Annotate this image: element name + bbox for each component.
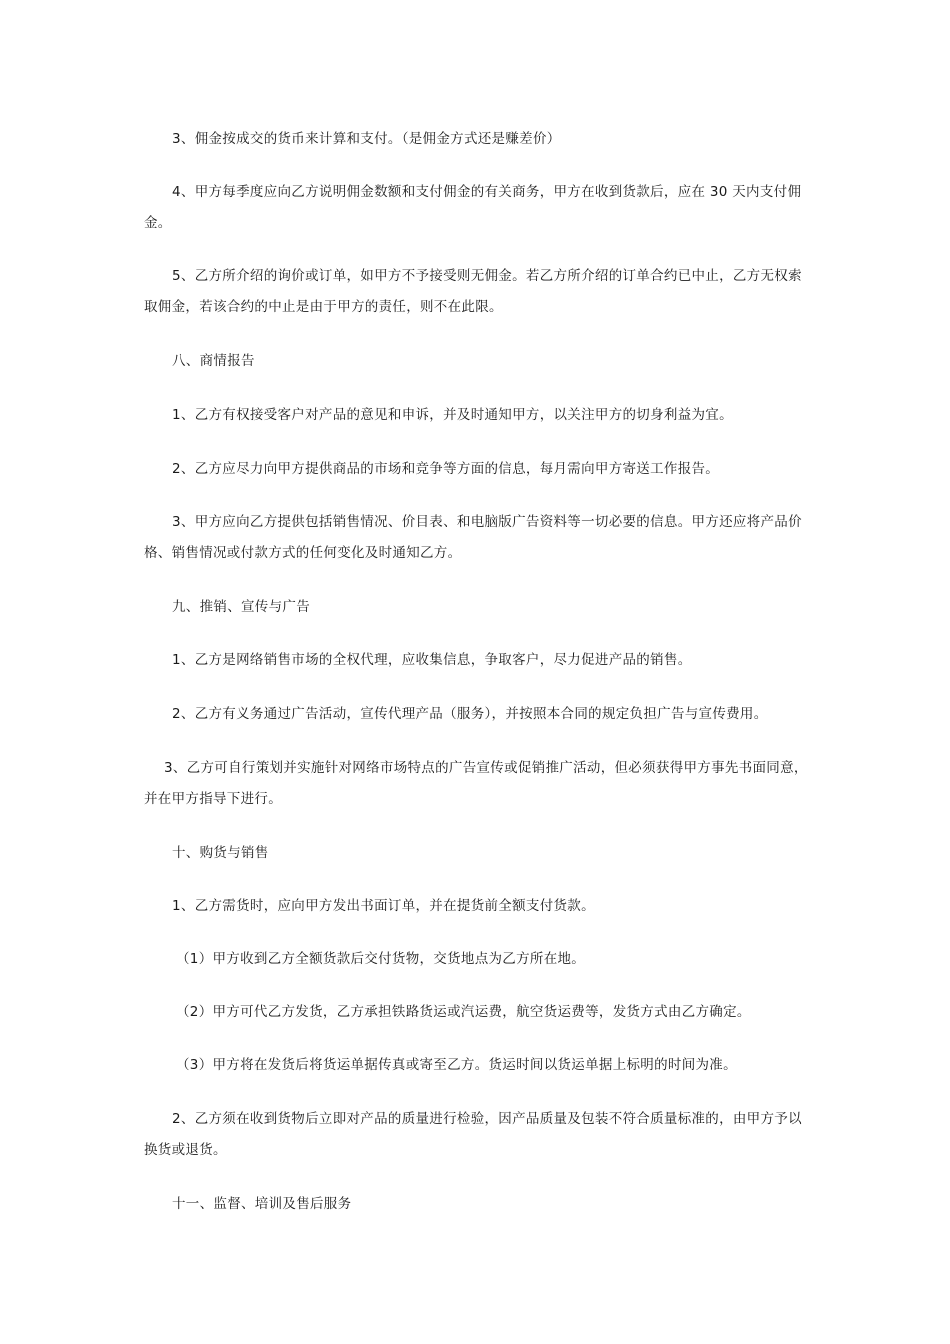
clause-10-1-item-3: （3）甲方将在发货后将货运单据传真或寄至乙方。货运时间以货运单据上标明的时间为准。 [176, 1057, 737, 1073]
clause-7-5: 5、乙方所介绍的询价或订单，如甲方不予接受则无佣金。若乙方所介绍的订单合约已中止，乙方无权索取佣金，若该合约的中止是由于甲方的责任，则不在此限。 [144, 268, 802, 315]
clause-10-1-item-1: （1）甲方收到乙方全额货款后交付货物，交货地点为乙方所在地。 [176, 951, 586, 967]
clause-7-4: 4、甲方每季度应向乙方说明佣金数额和支付佣金的有关商务，甲方在收到货款后，应在 30 天内支付佣金。 [144, 184, 802, 231]
clause-8-1: 1、乙方有权接受客户对产品的意见和申诉，并及时通知甲方，以关注甲方的切身利益为宜。 [172, 407, 733, 423]
section-heading-10: 十、购货与销售 [172, 845, 269, 861]
section-heading-8: 八、商情报告 [172, 353, 255, 369]
clause-9-1: 1、乙方是网络销售市场的全权代理，应收集信息，争取客户，尽力促进产品的销售。 [172, 652, 692, 668]
clause-10-1: 1、乙方需货时，应向甲方发出书面订单，并在提货前全额支付货款。 [172, 898, 595, 914]
clause-9-2: 2、乙方有义务通过广告活动，宣传代理产品（服务），并按照本合同的规定负担广告与宣传费用。 [172, 706, 768, 722]
clause-7-3: 3、佣金按成交的货币来计算和支付。（是佣金方式还是赚差价） [172, 131, 561, 147]
clause-10-2: 2、乙方须在收到货物后立即对产品的质量进行检验，因产品质量及包装不符合质量标准的，由甲方予以换货或退货。 [144, 1111, 802, 1158]
clause-8-2: 2、乙方应尽力向甲方提供商品的市场和竞争等方面的信息，每月需向甲方寄送工作报告。 [172, 461, 720, 477]
section-heading-9: 九、推销、宣传与广告 [172, 599, 310, 615]
clause-9-3: 3、乙方可自行策划并实施针对网络市场特点的广告宣传或促销推广活动，但必须获得甲方事先书面同意，并在甲方指导下进行。 [144, 760, 808, 807]
section-heading-11: 十一、监督、培训及售后服务 [172, 1196, 352, 1212]
clause-10-1-item-2: （2）甲方可代乙方发货，乙方承担铁路货运或汽运费，航空货运费等，发货方式由乙方确定。 [176, 1004, 751, 1020]
clause-8-3: 3、甲方应向乙方提供包括销售情况、价目表、和电脑版广告资料等一切必要的信息。甲方还应将产品价格、销售情况或付款方式的任何变化及时通知乙方。 [144, 514, 802, 561]
